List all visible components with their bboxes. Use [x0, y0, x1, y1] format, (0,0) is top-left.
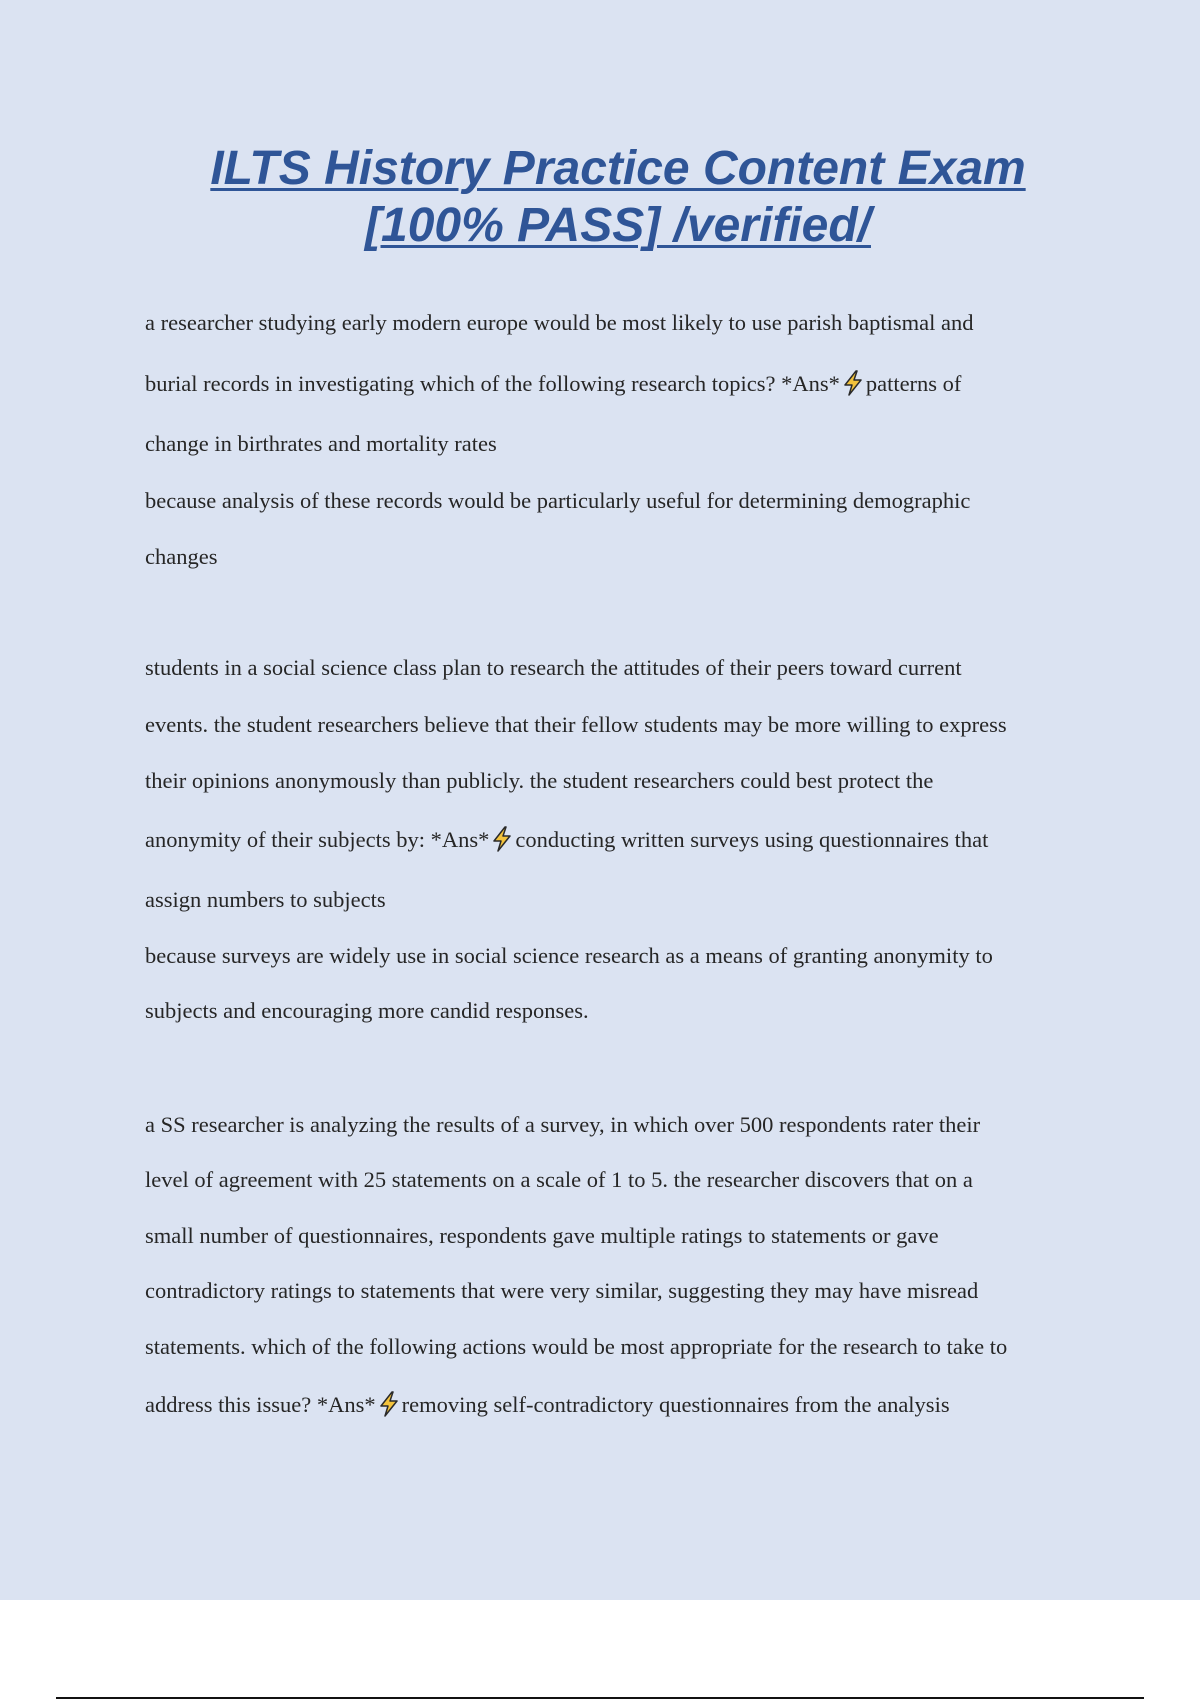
- text-line: students in a social science class plan to research the attitudes of their peers toward current: [145, 655, 962, 680]
- text-line: because surveys are widely use in social science research as a means of granting anonymity to: [145, 943, 993, 968]
- lightning-bolt-icon: [491, 826, 513, 852]
- text-line: their opinions anonymously than publicly. the student researchers could best protect the: [145, 768, 934, 793]
- text-line: level of agreement with 25 statements on a scale of 1 to 5. the researcher discovers that on a: [145, 1167, 973, 1192]
- title-line-2: [100% PASS] /verified/: [365, 199, 871, 252]
- title-line-1: ILTS History Practice Content Exam: [210, 142, 1026, 195]
- lightning-bolt-icon: [378, 1391, 400, 1417]
- lightning-bolt-icon: [842, 370, 864, 396]
- text-line: a SS researcher is analyzing the results of a survey, in which over 500 respondents rater their: [145, 1112, 981, 1137]
- text-line: assign numbers to subjects: [145, 887, 386, 912]
- text-line: a researcher studying early modern europe would be most likely to use parish baptismal and: [145, 310, 974, 335]
- text-line: statements. which of the following actions would be most appropriate for the research to take to: [145, 1334, 1008, 1359]
- text-line: because analysis of these records would be particularly useful for determining demographic: [145, 488, 971, 513]
- text-line: changes: [145, 544, 218, 569]
- document-title: [0, 140, 1200, 254]
- text-line: burial records in investigating which of the following research topics? *Ans* patterns of: [145, 371, 962, 396]
- text-line: anonymity of their subjects by: *Ans* conducting written surveys using questionnaires that: [145, 827, 989, 852]
- text-line: change in birthrates and mortality rates: [145, 431, 497, 456]
- text-line: subjects and encouraging more candid responses.: [145, 998, 589, 1023]
- text-line: small number of questionnaires, respondents gave multiple ratings to statements or gave: [145, 1223, 939, 1248]
- text-line: events. the student researchers believe that their fellow students may be more willing to express: [145, 712, 1007, 737]
- text-line: contradictory ratings to statements that were very similar, suggesting they may have misread: [145, 1278, 979, 1303]
- footer-rule: [56, 1697, 1144, 1699]
- text-line: address this issue? *Ans* removing self-contradictory questionnaires from the analysis: [145, 1392, 950, 1417]
